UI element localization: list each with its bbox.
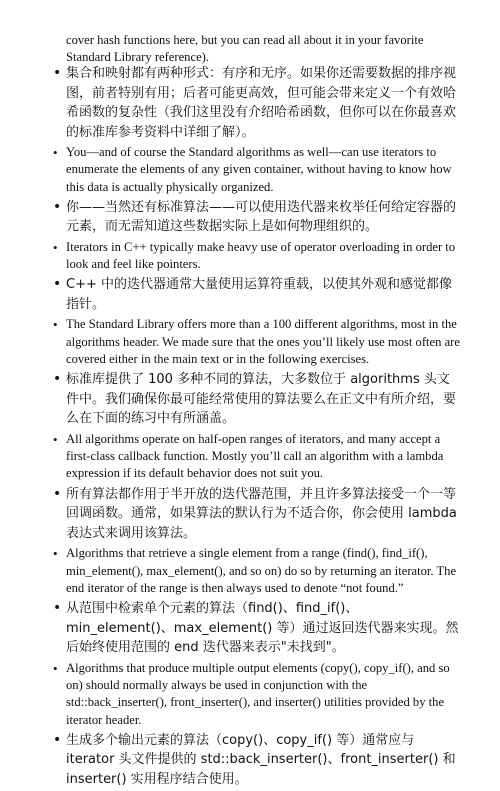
bullet-icon: • (53, 145, 58, 160)
bullet-icon: • (53, 65, 62, 81)
bullet-icon: • (53, 731, 62, 748)
bullet-icon: • (53, 317, 58, 333)
bullet-icon: • (53, 600, 62, 617)
list-item-text: You—and of course the Standard algorithms as well—can use iterators to enumerate the elements of any given container, without having to know how this data is actually physically organized. (66, 145, 452, 194)
list-item-text: 集合和映射都有两种形式：有序和无序。如果你还需要数据的排序视图，前者特别有用；后者可能更高效，但可能会带来定义一个有效哈希函数的复杂性（我们这里没有介绍哈希函数，但你可以在你最喜欢的标准库参考资料中详细了解）。 (66, 66, 457, 140)
list-item-text: 标准库提供了 100 多种不同的算法，大多数位于 algorithms 头文件中。我们确保你最可能经常使用的算法要么在正文中有所介绍，要么在下面的练习中有所涵盖。 (66, 372, 457, 427)
bullet-icon: • (53, 239, 58, 255)
list-item (50, 599, 462, 658)
list-item-text: 从范围中检索单个元素的算法（find()、find_if()、min_element()、max_element() 等）通过返回迭代器来实现。然后始终使用范围的 end 迭代器来表示"未找到"。 (66, 601, 459, 656)
list-item (50, 431, 462, 483)
list-item-text: C++ 中的迭代器通常大量使用运算符重载，以使其外观和感觉都像指针。 (66, 277, 452, 312)
list-item-text: The Standard Library offers more than a 100 different algorithms, most in the algorithms header. We made sure that the ones you’ll likely use most often are covered either in the main text or in the following exercises. (66, 317, 460, 367)
list-item (50, 275, 462, 314)
list-item-text: Algorithms that retrieve a single element from a range (find(), find_if(), min_element(), max_element(), and so on) do so by returning an iterator. The end iterator of the range is then always used to denote “not found.” (66, 546, 457, 595)
list-item-text: 生成多个输出元素的算法（copy()、copy_if() 等）通常应与 iterator 头文件提供的 std::back_inserter()、front_inserter() 和 inserter() 实用程序结合使用。 (66, 732, 456, 787)
list-item-text: 所有算法都作用于半开放的迭代器范围，并且许多算法接受一个一等回调函数。通常，如果算法的默认行为不适合你，你会使用 lambda 表达式来调用该算法。 (66, 486, 457, 541)
bullet-icon: • (53, 371, 62, 388)
list-item-text: All algorithms operate on half-open ranges of iterators, and many accept a first-class callback function. Mostly you’ll call an algorithm with a lambda expression if its default behavior does not suit you. (66, 431, 444, 481)
bullet-icon: • (53, 485, 62, 502)
list-item (50, 198, 462, 237)
list-item (50, 239, 462, 274)
list-item (50, 370, 462, 429)
list-item (50, 316, 462, 368)
bullet-icon: • (53, 198, 62, 215)
list-item (50, 144, 462, 196)
list-item (50, 485, 462, 544)
list-item (50, 64, 462, 142)
bullet-icon: • (53, 431, 58, 447)
bullet-icon: • (53, 660, 58, 676)
list-item (50, 545, 462, 597)
list-item-text: Iterators in C++ typically make heavy use of operator overloading in order to look and feel like pointers. (66, 239, 456, 272)
list-item-text: 你——当然还有标准算法——可以使用迭代器来枚举任何给定容器的元素，而无需知道这些数据实际上是如何物理组织的。 (66, 199, 457, 235)
bullet-list (50, 64, 462, 791)
list-item (50, 660, 462, 729)
bullet-icon: • (53, 546, 58, 562)
list-item-text: Algorithms that produce multiple output elements (copy(), copy_if(), and so on) should normally always be used in conjunction with the std::back_inserter(), front_inserter(), and inserter() utilities provided by the iterator header. (66, 660, 450, 727)
continuation-paragraph: cover hash functions here, but you can read all about it in your favorite Standard Library reference). (66, 33, 424, 65)
list-item (50, 731, 462, 790)
bullet-icon: • (53, 276, 62, 293)
